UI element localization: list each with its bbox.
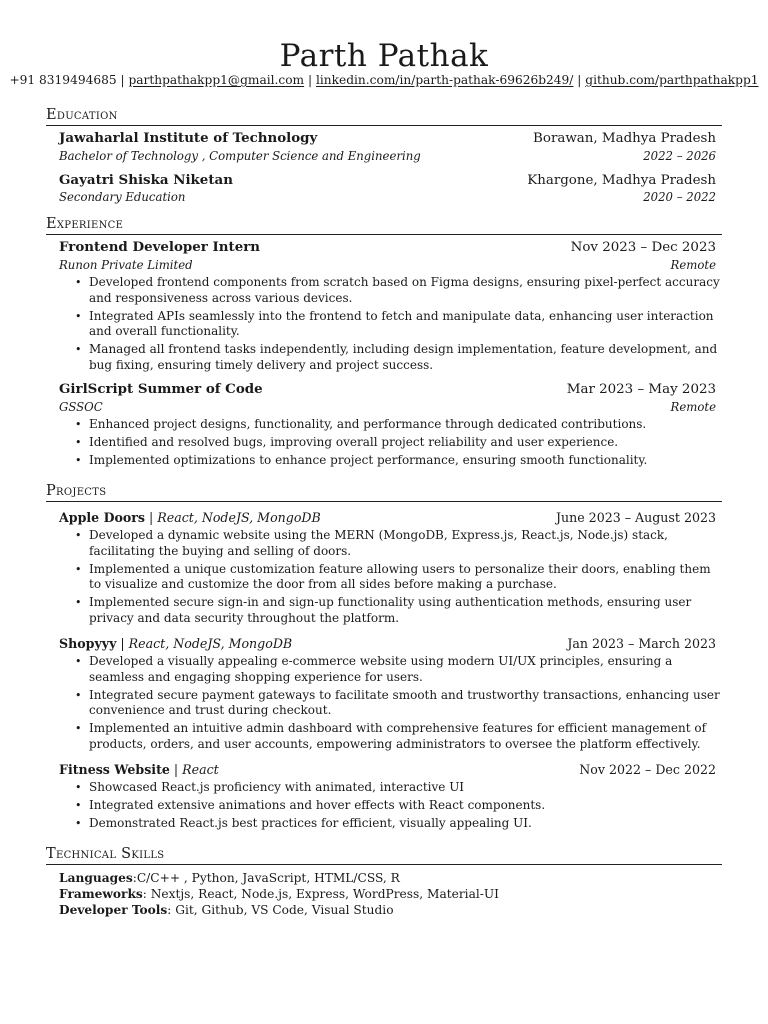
project-dates: June 2023 – August 2023 <box>555 510 716 525</box>
skills-frameworks <box>59 886 719 902</box>
experience-entry-header <box>59 239 716 255</box>
school-location: Khargone, Madhya Pradesh <box>527 173 716 188</box>
email-link[interactable]: parthpathakpp1@gmail.com <box>128 73 305 87</box>
job-location: Remote <box>670 400 716 414</box>
project-dates: Jan 2023 – March 2023 <box>567 636 716 651</box>
list-item: • Managed all frontend tasks independently, including design implementation, feature development, and bug fixing, ensuring timely delivery and project success. <box>74 342 724 373</box>
project-name: Apple Doors <box>59 510 146 525</box>
github-link[interactable]: github.com/parthpathakpp1 <box>585 73 759 87</box>
section-heading-education: Education <box>46 106 722 126</box>
education-entry-header <box>59 172 716 188</box>
experience-entry-details <box>59 400 716 414</box>
list-item: • Developed a visually appealing e-commerce website using modern UI/UX principles, ensuring a seamless and engaging shopping experience for users. <box>74 654 724 685</box>
list-item: • Developed frontend components from scratch based on Figma designs, ensuring pixel-perfect accuracy and responsiveness across various devices. <box>74 275 724 306</box>
list-item: • Integrated secure payment gateways to facilitate smooth and trustworthy transactions, enhancing user convenience and trust during checkout. <box>74 688 724 719</box>
education-entry-header <box>59 130 716 146</box>
company-name: Runon Private Limited <box>59 258 193 272</box>
education-entry-details <box>59 190 716 204</box>
job-location: Remote <box>670 258 716 272</box>
list-item: • Enhanced project designs, functionality, and performance through dedicated contributions. <box>74 417 724 433</box>
list-item: • Implemented optimizations to enhance project performance, ensuring smooth functionality. <box>74 453 724 469</box>
school-name: Gayatri Shiska Niketan <box>59 172 233 188</box>
separator: | <box>169 762 183 777</box>
project-dates: Nov 2022 – Dec 2022 <box>579 762 716 777</box>
degree: Bachelor of Technology , Computer Science and Engineering <box>59 149 421 163</box>
phone-number: +91 8319494685 <box>9 73 117 87</box>
skills-block <box>59 870 719 918</box>
skills-tools <box>59 902 719 918</box>
separator: | <box>145 510 158 525</box>
skills-label: Developer Tools <box>59 903 168 917</box>
list-item: • Implemented a unique customization feature allowing users to personalize their doors, enabling them to visualize and customize the door from all sides before making a purchase. <box>74 562 724 593</box>
separator: | <box>116 636 129 651</box>
list-item: • Developed a dynamic website using the MERN (MongoDB, Express.js, React.js, Node.js) stack, facilitating the buying and selling of doors. <box>74 528 724 559</box>
experience-entry-header <box>59 381 716 397</box>
education-entry-details <box>59 149 716 163</box>
project-entry-header <box>59 762 716 777</box>
project-name: Shopyyy <box>59 636 117 651</box>
separator: | <box>577 73 582 87</box>
skills-value: : Git, Github, VS Code, Visual Studio <box>167 903 394 917</box>
separator: | <box>308 73 313 87</box>
school-location: Borawan, Madhya Pradesh <box>533 131 716 146</box>
job-dates: Nov 2023 – Dec 2023 <box>570 240 716 255</box>
list-item: • Integrated APIs seamlessly into the frontend to fetch and manipulate data, enhancing user interaction and overall functionality. <box>74 309 724 340</box>
section-heading-experience: Experience <box>46 215 722 235</box>
separator: | <box>120 73 125 87</box>
education-dates: 2022 – 2026 <box>643 149 716 163</box>
project-name: Fitness Website <box>59 762 170 777</box>
job-title: Frontend Developer Intern <box>59 239 261 255</box>
education-dates: 2020 – 2022 <box>643 190 716 204</box>
project-tech: React, NodeJS, MongoDB <box>157 510 321 525</box>
section-heading-projects: Projects <box>46 482 722 502</box>
project-entry-header <box>59 510 716 525</box>
project-entry-header <box>59 636 716 651</box>
experience-entry-details <box>59 258 716 272</box>
degree: Secondary Education <box>59 190 186 204</box>
project-bullets <box>74 528 724 629</box>
skills-languages <box>59 870 719 886</box>
experience-bullets <box>74 275 724 376</box>
job-dates: Mar 2023 – May 2023 <box>566 382 716 397</box>
skills-value: : Nextjs, React, Node.js, Express, WordPress, Material-UI <box>142 887 499 901</box>
list-item: • Implemented an intuitive admin dashboard with comprehensive features for efficient management of products, orders, and user accounts, empowering administrators to oversee the platform effectively. <box>74 721 724 752</box>
project-bullets <box>74 654 724 755</box>
project-tech: React <box>182 762 219 777</box>
candidate-name: Parth Pathak <box>279 38 489 74</box>
project-bullets <box>74 780 724 834</box>
school-name: Jawaharlal Institute of Technology <box>59 130 318 146</box>
list-item: • Demonstrated React.js best practices for efficient, visually appealing UI. <box>74 816 724 832</box>
list-item: • Integrated extensive animations and hover effects with React components. <box>74 798 724 814</box>
list-item: • Implemented secure sign-in and sign-up functionality using authentication methods, ensuring user privacy and data security throughout the platform. <box>74 595 724 626</box>
skills-value: :C/C++ , Python, JavaScript, HTML/CSS, R <box>132 871 400 885</box>
linkedin-link[interactable]: linkedin.com/in/parth-pathak-69626b249/ <box>315 73 574 87</box>
company-name: GSSOC <box>59 400 103 414</box>
skills-label: Languages <box>59 871 133 885</box>
job-title: GirlScript Summer of Code <box>59 381 263 397</box>
contact-line <box>0 73 768 87</box>
section-heading-skills: Technical Skills <box>46 845 722 865</box>
list-item: • Identified and resolved bugs, improving overall project reliability and user experience. <box>74 435 724 451</box>
list-item: • Showcased React.js proficiency with animated, interactive UI <box>74 780 724 796</box>
skills-label: Frameworks <box>59 887 143 901</box>
project-tech: React, NodeJS, MongoDB <box>128 636 293 651</box>
experience-bullets <box>74 417 724 471</box>
